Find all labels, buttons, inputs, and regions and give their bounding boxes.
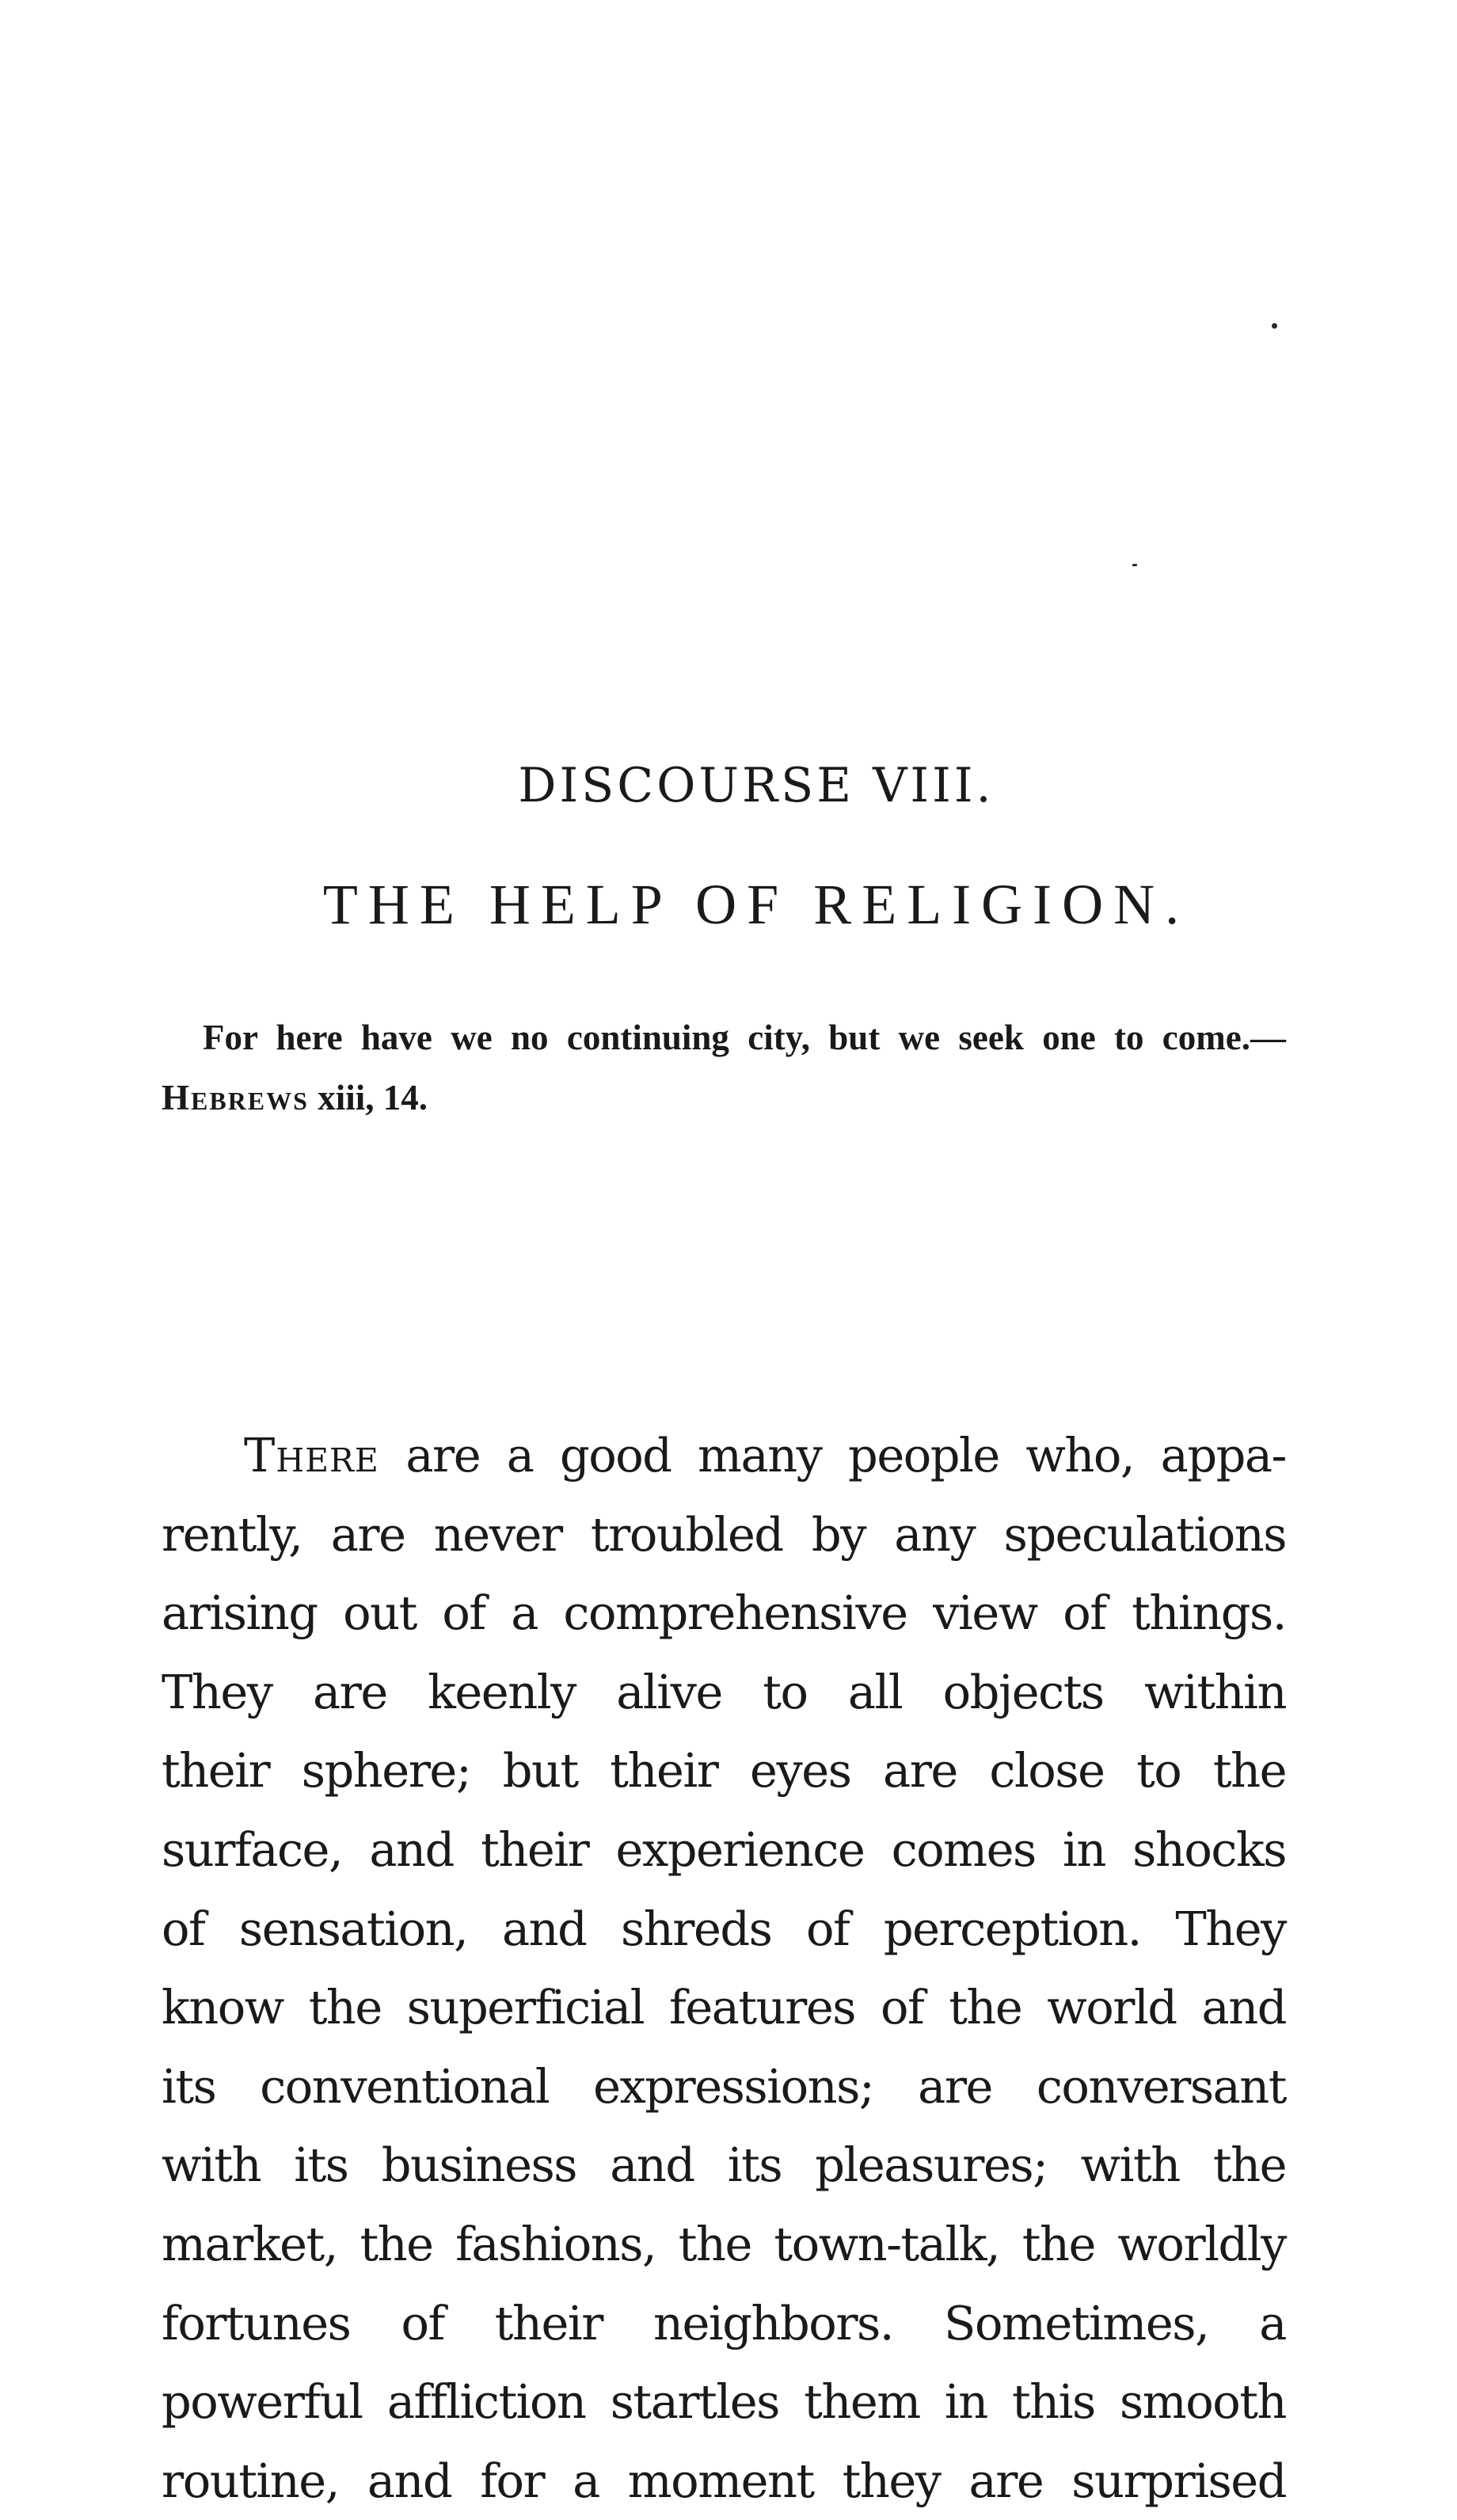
body-line: powerful affliction startles them in this smooth <box>162 2374 1286 2430</box>
body-line <box>162 1416 1286 1495</box>
body-line: of sensation, and shreds of perception. They <box>162 1901 1286 1956</box>
ink-speck <box>1132 564 1137 566</box>
body-paragraph <box>162 1416 1286 2520</box>
discourse-number: DISCOURSE VIII. <box>518 758 995 813</box>
body-line: routine, and for a moment they are surprised <box>162 2453 1286 2508</box>
body-line: They are keenly alive to all objects within <box>162 1664 1286 1719</box>
ink-speck <box>1272 323 1277 329</box>
body-line: know the superficial features of the world and <box>162 1980 1286 2035</box>
body-line: fortunes of their neighbors. Sometimes, a <box>162 2295 1286 2351</box>
body-line: arising out of a comprehensive view of things. <box>162 1585 1286 1641</box>
body-line-text: are a good many people who, appa- <box>379 1428 1286 1483</box>
epigraph-reference-book: Hebrews <box>162 1078 309 1117</box>
epigraph <box>162 1007 1286 1128</box>
lead-word: There <box>244 1428 379 1483</box>
body-line: surface, and their experience comes in shocks <box>162 1821 1286 1877</box>
body-line: its conventional expressions; are conversant <box>162 2058 1286 2114</box>
body-line: market, the fashions, the town-talk, the worldly <box>162 2216 1286 2271</box>
body-line: rently, are never troubled by any speculations <box>162 1506 1286 1562</box>
epigraph-text: For here have we no continuing city, but we seek one to come.— <box>203 1018 1286 1057</box>
body-line: with its business and its pleasures; with the <box>162 2137 1286 2193</box>
body-line: their sphere; but their eyes are close to the <box>162 1743 1286 1799</box>
epigraph-reference-location: xiii, 14. <box>308 1078 428 1117</box>
page-title: THE HELP OF RELIGION. <box>322 873 1190 936</box>
